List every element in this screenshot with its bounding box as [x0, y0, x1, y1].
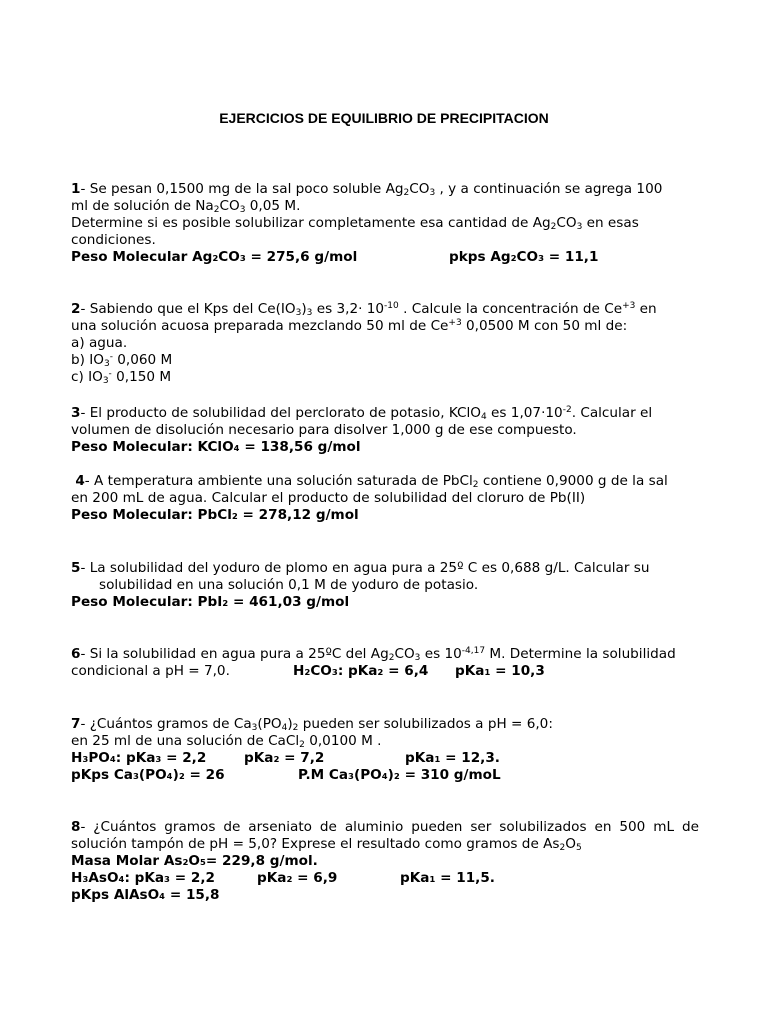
exercise-1-line-4: condiciones. — [71, 232, 156, 248]
exercise-4 — [71, 473, 699, 524]
option-c: c) $IO_3^-$ 0,150 M — [71, 369, 172, 386]
molecular-weight: Peso Molecular: PbI₂ = 461,03 g/mol — [71, 594, 350, 610]
exercise-number: 4 — [75, 473, 85, 489]
pkps-value: pKps AlAsO₄ = 15,8 — [71, 887, 220, 903]
pka-value: pKa₁ = 10,3 — [455, 663, 545, 679]
exercise-2 — [71, 301, 699, 386]
exercise-number: 6 — [71, 646, 81, 662]
molecular-weight: P.M Ca₃(PO₄)₂ = 310 g/moL — [298, 767, 501, 783]
exercise-4-line-1: 4- A temperatura ambiente una solución saturada de PbCl$_2$ contiene 0,9000 g de la sal — [75, 473, 668, 490]
exercise-7 — [71, 716, 699, 784]
exercise-5 — [71, 560, 699, 611]
pkps-value: pKps Ca₃(PO₄)₂ = 26 — [71, 767, 225, 783]
exercise-7-line-1: 7- ¿Cuántos gramos de $Ca_3(PO_4)_2$ pueden ser solubilizados a pH = 6,0: — [71, 716, 553, 733]
exercise-4-line-2: en 200 mL de agua. Calcular el producto de solubilidad del cloruro de Pb(II) — [71, 490, 586, 506]
exercise-3-line-2: volumen de disolución necesario para disolver 1,000 g de ese compuesto. — [71, 422, 577, 438]
exercise-number: 1 — [71, 181, 81, 197]
exercise-5-line-1: 5- La solubilidad del yoduro de plomo en agua pura a 25º C es 0,688 g/L. Calcular su — [71, 560, 650, 576]
pka-value: pKa₂ = 6,9 — [257, 870, 338, 886]
document-title: EJERCICIOS DE EQUILIBRIO DE PRECIPITACION — [219, 110, 549, 126]
exercise-1-line-2: ml de solución de $Na_2CO_3$ 0,05 M. — [71, 198, 301, 215]
option-b: b) $IO_3^-$ 0,060 M — [71, 352, 173, 369]
molar-mass: Masa Molar As₂O₅= 229,8 g/mol. — [71, 853, 318, 869]
molecular-weight: Peso Molecular: KClO₄ = 138,56 g/mol — [71, 439, 361, 455]
pkps-value: pkps Ag₂CO₃ = 11,1 — [449, 249, 599, 265]
exercise-6-line-1: 6- Si la solubilidad en agua pura a 25ºC del $Ag_2CO_3$ es $10^{-4,17}$ M. Determine la solubilidad — [71, 646, 676, 663]
exercise-3-line-1: 3- El producto de solubilidad del perclorato de potasio, KClO$_4$ es $1,07\cdot 10^{-2}$. Calcular el — [71, 405, 653, 422]
exercise-2-line-1: 2- Sabiendo que el Kps del $Ce(IO_3)_3$ es $3,2\cdot 10^{-10}$ . Calcule la concentración de $Ce^{+3}$ en — [71, 301, 657, 318]
pka-value: pKa₁ = 11,5. — [400, 870, 495, 886]
exercise-5-line-2: solubilidad en una solución 0,1 M de yoduro de potasio. — [99, 577, 479, 593]
exercise-1-line-1: 1- Se pesan 0,1500 mg de la sal poco soluble $Ag_2CO_3$ , y a continuación se agrega 100 — [71, 181, 663, 198]
exercise-number: 7 — [71, 716, 81, 732]
exercise-1-line-3: Determine si es posible solubilizar completamente esa cantidad de $Ag_2CO_3$ en esas — [71, 215, 639, 232]
exercise-7-pka — [71, 750, 699, 767]
exercise-3 — [71, 405, 699, 456]
exercise-7-data — [71, 767, 699, 784]
exercise-8 — [71, 819, 699, 904]
pka-value: pKa₂ = 7,2 — [244, 750, 325, 766]
exercise-number: 2 — [71, 301, 81, 317]
exercise-6 — [71, 646, 699, 680]
pka-value: H₂CO₃: pKa₂ = 6,4 — [293, 663, 429, 679]
exercise-2-line-2: una solución acuosa preparada mezclando 50 ml de $Ce^{+3}$ 0,0500 M con 50 ml de: — [71, 318, 628, 334]
exercise-7-line-2: en 25 ml de una solución de CaCl$_2$ 0,0100 M . — [71, 733, 382, 750]
exercise-6-line-2: condicional a pH = 7,0. H₂CO₃: pKa₂ = 6,4 pKa₁ = 10,3 — [71, 663, 545, 679]
molecular-weight: Peso Molecular Ag₂CO₃ = 275,6 g/mol — [71, 249, 358, 265]
pka-value: H₃PO₄: pKa₃ = 2,2 — [71, 750, 207, 766]
exercise-1 — [71, 181, 699, 266]
exercise-8-line-2: solución tampón de pH = 5,0? Exprese el resultado como gramos de $As_2O_5$ — [71, 836, 582, 853]
exercise-8-pka — [71, 870, 699, 887]
pka-value: H₃AsO₄: pKa₃ = 2,2 — [71, 870, 215, 886]
pka-value: pKa₁ = 12,3. — [405, 750, 500, 766]
option-a: a) agua. — [71, 335, 128, 351]
exercise-number: 5 — [71, 560, 81, 576]
exercise-1-data — [71, 249, 699, 266]
exercise-number: 3 — [71, 405, 81, 421]
exercise-8-line-1: 8- ¿Cuántos gramos de arseniato de aluminio pueden ser solubilizados en 500 mL de — [71, 819, 699, 835]
exercise-number: 8 — [71, 819, 81, 835]
molecular-weight: Peso Molecular: PbCl₂ = 278,12 g/mol — [71, 507, 359, 523]
